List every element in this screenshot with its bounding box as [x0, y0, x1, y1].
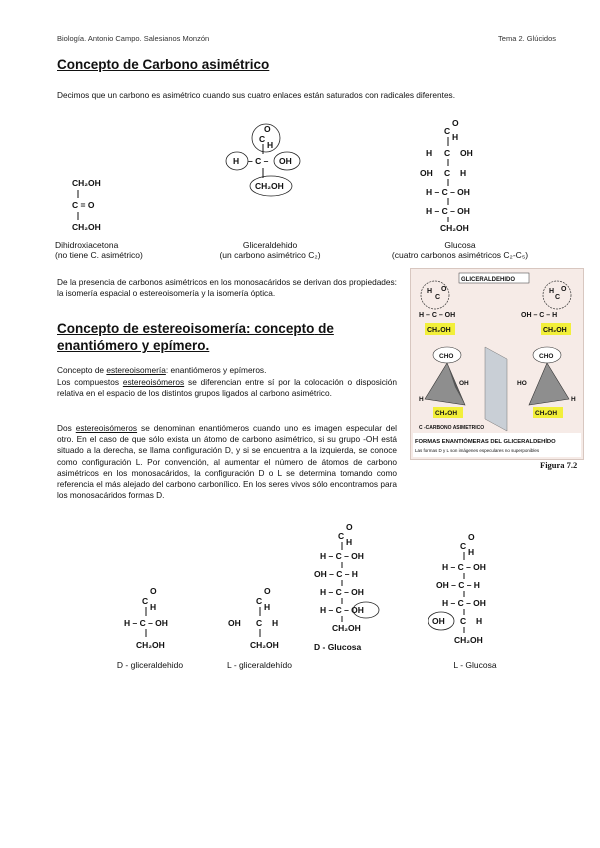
svg-text:O: O — [441, 286, 447, 293]
svg-text:H – C – OH: H – C – OH — [426, 187, 470, 197]
svg-text:OH: OH — [460, 148, 473, 158]
l-glucose-structure — [428, 530, 518, 655]
svg-text:CH₂OH: CH₂OH — [543, 327, 567, 334]
dha-ch2oh-top: CH₂OH — [72, 178, 101, 188]
svg-text:OH – C – H: OH – C – H — [314, 569, 358, 579]
svg-text:C: C — [460, 616, 467, 626]
caption-gly-note: (un carbono asimétrico C₂) — [219, 250, 321, 260]
p3-rest: se denominan enantiómeros cuando uno es imagen especular del otro. En el caso de que sólo exista un átomo de carbono asimétrico, si su grupo -OH está situado a la derecha, se llama configuración D, y si se encuentra a la izquierda, se conoce como configuración L. Por convención, al aumentar el número de átomos de carbono asimétricos en los monosacáridos, la configuración D o L se determina tomando como referencia el más alejado del carbono carbonílico. En los seres vivos sólo encontramos para los monosacáridos formas D. — [57, 423, 398, 501]
caption-gly-name: Gliceraldehido — [242, 240, 298, 250]
p2-rest: se diferencian entre sí por la colocación o disposición relativa en el espacio de los distintos grupos ligados al carbono asimétrico. — [57, 377, 397, 399]
svg-text:OH: OH — [420, 168, 433, 178]
fig-top-label: GLICERALDEHIDO — [461, 277, 515, 283]
svg-text:H: H — [571, 396, 576, 403]
caption-dha-name: Dihidroxiacetona — [55, 240, 119, 250]
svg-text:H – C – OH: H – C – OH — [442, 562, 486, 572]
svg-text:OH – C – H: OH – C – H — [521, 312, 558, 319]
svg-text:O: O — [561, 286, 567, 293]
section2-title-c: enantiómero y epímero. — [57, 338, 210, 353]
svg-text:CH₂OH: CH₂OH — [427, 327, 451, 334]
caption-glu-note: (cuatro carbonos asimétricos C₂-C₅) — [391, 250, 529, 260]
section2-title-a: Concepto de estereoisomería: concepto — [57, 321, 315, 336]
svg-text:O: O — [264, 586, 271, 596]
d-glucose-inline-label: D - Glucosa — [314, 642, 362, 652]
svg-text:C: C — [435, 294, 441, 301]
svg-text:C: C — [555, 294, 561, 301]
svg-text:H – C – OH: H – C – OH — [124, 618, 168, 628]
svg-text:CHO: CHO — [439, 353, 454, 360]
svg-text:C: C — [256, 618, 263, 628]
svg-text:HO: HO — [517, 380, 527, 387]
svg-text:C: C — [444, 126, 451, 136]
svg-text:OH: OH — [459, 380, 469, 387]
caption-glu — [375, 240, 545, 260]
svg-text:C: C — [444, 168, 451, 178]
label-l-gly: L - gliceraldehído — [227, 660, 292, 670]
gly-c1: C — [259, 134, 266, 144]
svg-text:CH₂OH: CH₂OH — [136, 640, 165, 650]
gly-c2: – C – — [248, 156, 269, 166]
svg-text:H: H — [452, 132, 459, 142]
svg-text:H – C – OH: H – C – OH — [442, 598, 486, 608]
svg-text:O: O — [468, 532, 475, 542]
dha-ch2oh-bottom: CH₂OH — [72, 222, 101, 232]
svg-text:H: H — [272, 618, 279, 628]
p3-prefix: Dos — [57, 423, 76, 433]
svg-text:CH₂OH: CH₂OH — [250, 640, 279, 650]
svg-text:H – C – OH: H – C – OH — [320, 587, 364, 597]
dihydroxyacetone-structure — [62, 172, 132, 242]
glyceraldehyde-structure — [225, 118, 315, 203]
l-glyceraldehyde-structure — [224, 582, 294, 654]
svg-text:C: C — [256, 596, 263, 606]
svg-text:H – C – OH: H – C – OH — [320, 605, 364, 615]
section2-title — [57, 320, 397, 354]
section1-text: De la presencia de carbonos asimétricos en los monosacáridos se derivan dos propiedades: la isomería espacial o estereoisomería y la isomería óptica. — [57, 277, 397, 299]
svg-text:H – C – OH: H – C – OH — [419, 312, 456, 319]
section1-title: Concepto de Carbono asimétrico — [57, 57, 270, 72]
svg-text:C: C — [444, 148, 451, 158]
p3-link[interactable]: estereoisómeros — [75, 423, 138, 433]
p1-link[interactable]: estereoisomería — [106, 365, 166, 375]
svg-text:O: O — [150, 586, 157, 596]
svg-text:C: C — [338, 531, 345, 541]
svg-text:H: H — [468, 547, 475, 557]
gly-h: H — [233, 156, 240, 166]
p2-link[interactable]: estereoisómeros — [122, 377, 185, 387]
d-glyceraldehyde-structure — [118, 582, 188, 654]
svg-text:OH: OH — [432, 616, 445, 626]
section2-p3 — [57, 423, 397, 501]
svg-text:H: H — [460, 168, 467, 178]
svg-text:H: H — [476, 616, 483, 626]
gly-oh: OH — [279, 156, 292, 166]
svg-text:CH₂OH: CH₂OH — [535, 410, 558, 417]
label-l-glu: L - Glucosa — [453, 660, 497, 670]
svg-text:O: O — [452, 118, 459, 128]
label-d-gly: D - gliceraldehido — [116, 660, 184, 670]
header-left: Biología. Antonio Campo. Salesianos Monzón — [57, 34, 210, 43]
section2-p2 — [57, 377, 397, 399]
gly-h1: H — [267, 140, 274, 150]
p1-rest: : enantiómeros y epímeros. — [165, 365, 267, 375]
figure-enantiomers — [410, 268, 584, 460]
svg-text:OH: OH — [228, 618, 241, 628]
p2-prefix: Los compuestos — [57, 377, 123, 387]
svg-text:H: H — [419, 396, 424, 403]
header-right: Tema 2. Glúcidos — [498, 34, 556, 43]
fig-center-label: C -CARBONO ASIMETRICO — [419, 425, 485, 431]
svg-text:H: H — [549, 288, 555, 295]
dha-co: C = O — [72, 200, 95, 210]
svg-text:C: C — [142, 596, 149, 606]
svg-text:CH₂OH: CH₂OH — [332, 623, 361, 633]
caption-glu-name: Glucosa — [444, 240, 476, 250]
section2-p1 — [57, 365, 397, 376]
caption-dha-note: (no tiene C. asimétrico) — [55, 250, 143, 260]
fig-bottom-title: FORMAS ENANTIÓMERAS DEL GLICERALDEHÍDO — [415, 439, 556, 445]
svg-text:CH₂OH: CH₂OH — [435, 410, 458, 417]
svg-text:H: H — [264, 602, 271, 612]
svg-text:C: C — [460, 541, 467, 551]
glucose-structure-top — [412, 114, 492, 232]
section1-intro: Decimos que un carbono es asimétrico cuando sus cuatro enlaces están saturados con radicales diferentes. — [57, 90, 456, 100]
figure-caption: Figura 7.2 — [540, 460, 578, 470]
caption-gly — [205, 240, 335, 260]
gly-ch2oh: CH₂OH — [255, 181, 284, 191]
caption-dha — [55, 240, 165, 260]
svg-text:H: H — [346, 537, 353, 547]
svg-text:H: H — [427, 288, 433, 295]
svg-text:H: H — [150, 602, 157, 612]
gly-o: O — [264, 124, 271, 134]
svg-text:CHO: CHO — [539, 353, 554, 360]
svg-text:CH₂OH: CH₂OH — [440, 223, 469, 232]
svg-text:CH₂OH: CH₂OH — [454, 635, 483, 645]
svg-text:H: H — [426, 148, 433, 158]
fig-bottom-sub: Las formas D y L son imágenes especulares no superponibles — [415, 448, 540, 453]
svg-text:OH – C – H: OH – C – H — [436, 580, 480, 590]
svg-text:H – C – OH: H – C – OH — [426, 206, 470, 216]
section2-title-b: de — [318, 321, 334, 336]
svg-text:O: O — [346, 522, 353, 532]
svg-text:H – C – OH: H – C – OH — [320, 551, 364, 561]
d-glucose-structure — [312, 520, 402, 660]
p1-prefix: Concepto de — [57, 365, 107, 375]
figure-drawing — [411, 269, 583, 459]
